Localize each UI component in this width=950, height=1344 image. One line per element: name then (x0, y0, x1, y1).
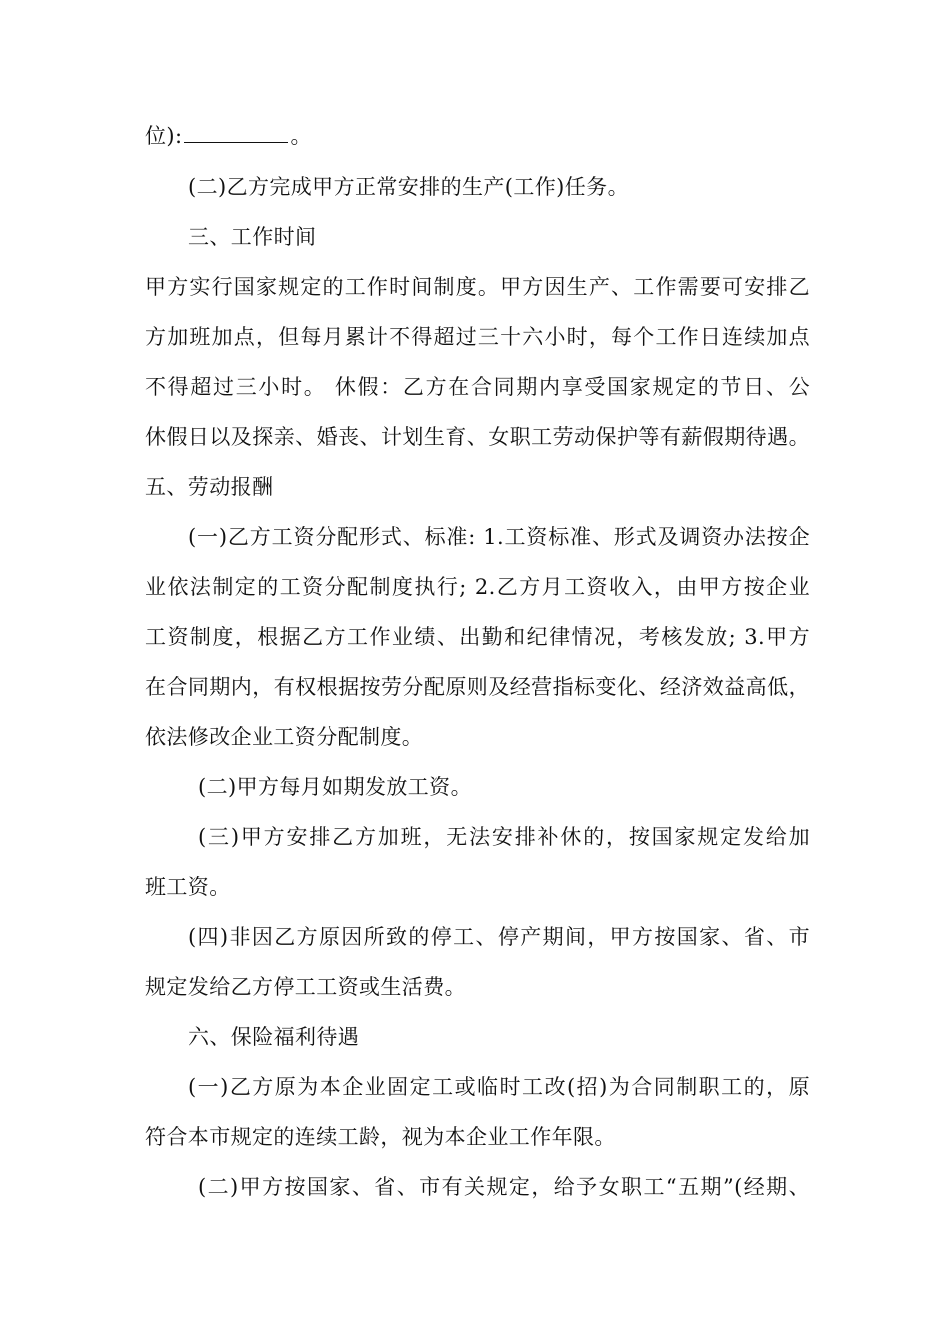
text-line: 不得超过三小时。 休假：乙方在合同期内享受国家规定的节日、公 (145, 375, 810, 399)
text-line: (三)甲方安排乙方加班，无法安排补休的，按国家规定发给加 (198, 825, 810, 849)
text-line: 班工资。 (145, 875, 231, 899)
section-heading-work-time: 三、工作时间 (188, 225, 317, 249)
text-line: (一)乙方原为本企业固定工或临时工改(招)为合同制职工的，原 (188, 1075, 810, 1099)
text-line-position (145, 121, 810, 151)
text-line: 符合本市规定的连续工龄，视为本企业工作年限。 (145, 1125, 616, 1149)
text-line: 休假日以及探亲、婚丧、计划生育、女职工劳动保护等有薪假期待遇。 (145, 425, 810, 449)
text-line: (二)甲方按国家、省、市有关规定，给予女职工“五期”(经期、 (198, 1175, 810, 1199)
line-prefix: 位): (145, 124, 183, 148)
text-line: 业依法制定的工资分配制度执行; 2.乙方月工资收入，由甲方按企业 (145, 575, 810, 599)
text-line: 方加班加点，但每月累计不得超过三十六小时，每个工作日连续加点 (145, 325, 810, 349)
text-line: (二)甲方每月如期发放工资。 (198, 775, 472, 799)
text-line: (一)乙方工资分配形式、标准: 1.工资标准、形式及调资办法按企 (188, 525, 810, 549)
text-line: (二)乙方完成甲方正常安排的生产(工作)任务。 (188, 175, 629, 199)
text-line: 甲方实行国家规定的工作时间制度。甲方因生产、工作需要可安排乙 (145, 275, 810, 299)
text-line: 依法修改企业工资分配制度。 (145, 725, 424, 749)
text-line: 工资制度，根据乙方工作业绩、出勤和纪律情况，考核发放; 3.甲方 (145, 625, 810, 649)
line-suffix: 。 (290, 124, 312, 148)
section-heading-insurance: 六、保险福利待遇 (188, 1025, 360, 1049)
fill-in-blank[interactable] (184, 122, 288, 143)
text-line: 规定发给乙方停工工资或生活费。 (145, 975, 466, 999)
text-line: 在合同期内，有权根据按劳分配原则及经营指标变化、经济效益高低， (145, 675, 810, 699)
section-heading-remuneration: 五、劳动报酬 (145, 475, 274, 499)
text-line: (四)非因乙方原因所致的停工、停产期间，甲方按国家、省、市 (188, 925, 810, 949)
